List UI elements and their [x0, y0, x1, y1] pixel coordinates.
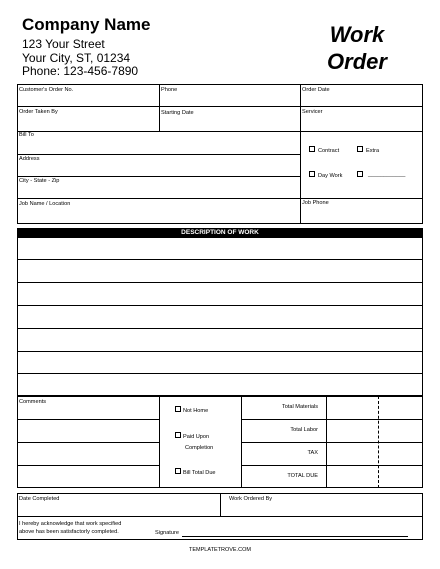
- company-city: Your City, ST, 01234: [22, 51, 131, 65]
- bill-total-due-label: Bill Total Due: [183, 470, 216, 476]
- tax-label: TAX: [307, 450, 318, 456]
- extra-checkbox[interactable]: [357, 146, 363, 152]
- work-ordered-by-label: Work Ordered By: [229, 496, 273, 502]
- day-work-checkbox[interactable]: [309, 171, 315, 177]
- address-label: Address: [19, 156, 40, 162]
- bill-total-due-checkbox[interactable]: [175, 468, 181, 474]
- company-street: 123 Your Street: [22, 37, 105, 51]
- description-header: DESCRIPTION OF WORK: [17, 228, 423, 237]
- acknowledgement-line-1: I hereby acknowledge that work specified: [19, 521, 122, 527]
- not-home-label: Not Home: [183, 408, 209, 414]
- title-work: Work: [329, 22, 385, 47]
- other-checkbox[interactable]: [357, 171, 363, 177]
- completion-label: Completion: [185, 445, 214, 451]
- title-order: Order: [327, 49, 387, 74]
- customers-order-no-label: Customer's Order No.: [19, 87, 74, 93]
- extra-label: Extra: [366, 148, 380, 154]
- footer-site: TEMPLATETROVE.COM: [189, 547, 251, 553]
- date-completed-label: Date Completed: [19, 496, 60, 502]
- starting-date-label: Starting Date: [161, 110, 194, 116]
- acknowledgement-line-2: above has been satisfactorly completed.: [19, 529, 119, 535]
- job-name-location-label: Job Name / Location: [19, 201, 71, 207]
- paid-upon-label: Paid Upon: [183, 434, 210, 440]
- signature-line[interactable]: [182, 536, 408, 537]
- contract-checkbox[interactable]: [309, 146, 315, 152]
- day-work-label: Day Work: [318, 173, 343, 179]
- paid-upon-completion-checkbox[interactable]: [175, 432, 181, 438]
- company-phone: Phone: 123-456-7890: [22, 64, 139, 78]
- comments-label: Comments: [19, 399, 47, 405]
- city-state-zip-label: City - State - Zip: [19, 178, 60, 184]
- other-blank-line: ____________: [368, 172, 406, 178]
- servicer-label: Servicer: [302, 109, 323, 115]
- contract-label: Contract: [318, 148, 340, 154]
- order-taken-by-label: Order Taken By: [19, 109, 58, 115]
- total-due-label: TOTAL DUE: [287, 473, 318, 479]
- total-labor-label: Total Labor: [290, 427, 318, 433]
- bill-to-label: Bill To: [19, 132, 34, 138]
- not-home-checkbox[interactable]: [175, 406, 181, 412]
- phone-label: Phone: [161, 87, 178, 93]
- signature-label: Signature: [155, 530, 179, 536]
- company-name: Company Name: [22, 15, 151, 34]
- total-materials-label: Total Materials: [281, 404, 318, 410]
- order-date-label: Order Date: [302, 87, 330, 93]
- job-phone-label: Job Phone: [302, 200, 329, 206]
